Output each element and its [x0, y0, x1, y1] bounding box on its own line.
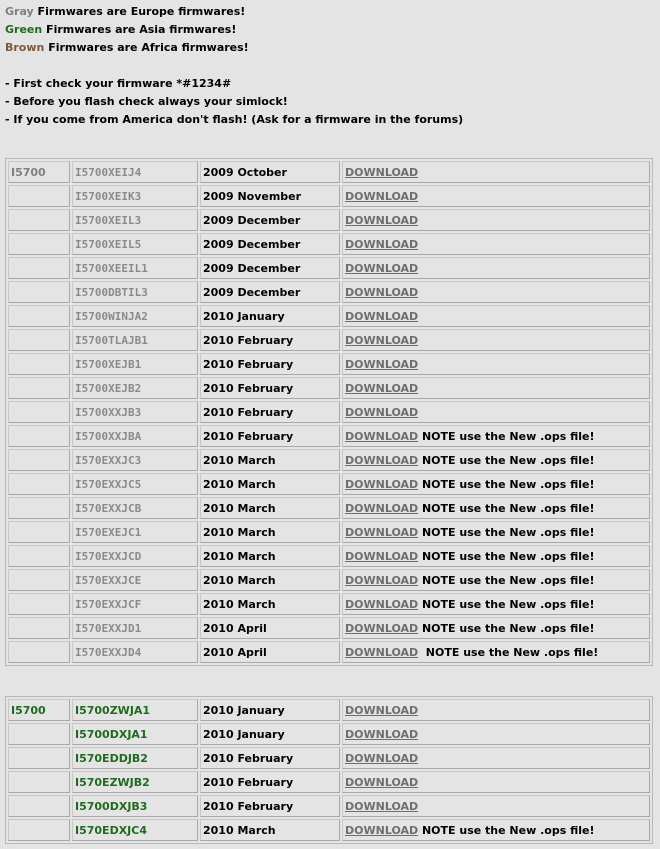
ops-note: NOTE use the New .ops file! — [418, 823, 595, 837]
firmware-code: I5700XEJB2 — [72, 377, 198, 399]
release-date: 2010 February — [200, 329, 340, 351]
table-row — [8, 425, 650, 447]
table-row — [8, 747, 650, 769]
download-cell — [342, 449, 650, 471]
model-cell — [8, 209, 70, 231]
download-link[interactable]: DOWNLOAD — [345, 525, 419, 539]
ops-note: NOTE use the New .ops file! — [418, 621, 595, 635]
release-date: 2010 January — [200, 305, 340, 327]
release-date: 2010 March — [200, 569, 340, 591]
firmware-code: I5700DBTIL3 — [72, 281, 198, 303]
table-row — [8, 617, 650, 639]
ops-note: NOTE use the New .ops file! — [418, 525, 595, 539]
table-row — [8, 545, 650, 567]
download-link[interactable]: DOWNLOAD — [345, 213, 419, 227]
download-cell — [342, 473, 650, 495]
download-cell — [342, 401, 650, 423]
firmware-code: I570EXXJC3 — [72, 449, 198, 471]
table-row — [8, 257, 650, 279]
release-date: 2010 March — [200, 545, 340, 567]
download-link[interactable]: DOWNLOAD — [345, 775, 419, 789]
release-date: 2010 March — [200, 593, 340, 615]
download-cell — [342, 723, 650, 745]
instructions — [5, 75, 463, 129]
table-row — [8, 185, 650, 207]
table-row — [8, 819, 650, 841]
release-date: 2010 February — [200, 425, 340, 447]
table-row — [8, 161, 650, 183]
ops-note: NOTE use the New .ops file! — [418, 645, 599, 659]
download-cell — [342, 353, 650, 375]
instruction-line: - If you come from America don't flash! (Ask for a firmware in the forums) — [5, 113, 464, 126]
release-date: 2010 February — [200, 747, 340, 769]
download-link[interactable]: DOWNLOAD — [345, 453, 419, 467]
download-link[interactable]: DOWNLOAD — [345, 799, 419, 813]
legend-asia — [5, 21, 249, 39]
model-cell — [8, 819, 70, 841]
download-cell — [342, 545, 650, 567]
ops-note: NOTE use the New .ops file! — [418, 453, 595, 467]
table-row — [8, 281, 650, 303]
download-link[interactable]: DOWNLOAD — [345, 405, 419, 419]
ops-note: NOTE use the New .ops file! — [418, 477, 595, 491]
download-link[interactable]: DOWNLOAD — [345, 165, 419, 179]
legend-word-brown: Brown — [5, 41, 45, 54]
firmware-code: I5700XXJB3 — [72, 401, 198, 423]
firmware-code: I570EXXJCD — [72, 545, 198, 567]
ops-note: NOTE use the New .ops file! — [418, 429, 595, 443]
legend-europe — [5, 3, 249, 21]
download-cell — [342, 521, 650, 543]
model-cell — [8, 747, 70, 769]
release-date: 2010 April — [200, 641, 340, 663]
table-row — [8, 497, 650, 519]
firmware-code: I570EXEJC1 — [72, 521, 198, 543]
download-cell — [342, 771, 650, 793]
table-row — [8, 569, 650, 591]
ops-note: NOTE use the New .ops file! — [418, 501, 595, 515]
firmware-code: I570EXXJCE — [72, 569, 198, 591]
release-date: 2010 February — [200, 401, 340, 423]
legend-word-gray: Gray — [5, 5, 34, 18]
download-cell — [342, 795, 650, 817]
firmware-code: I5700XEIK3 — [72, 185, 198, 207]
release-date: 2010 April — [200, 617, 340, 639]
download-cell — [342, 329, 650, 351]
firmware-code: I570EXXJC5 — [72, 473, 198, 495]
release-date: 2010 February — [200, 353, 340, 375]
download-link[interactable]: DOWNLOAD — [345, 573, 419, 587]
table-row — [8, 329, 650, 351]
model-cell — [8, 425, 70, 447]
download-cell — [342, 425, 650, 447]
ops-note: NOTE use the New .ops file! — [418, 549, 595, 563]
release-date: 2010 March — [200, 449, 340, 471]
download-cell — [342, 641, 650, 663]
firmware-code: I570EZWJB2 — [72, 771, 198, 793]
legend-text: Firmwares are Europe firmwares! — [33, 5, 246, 18]
model-cell — [8, 329, 70, 351]
download-cell — [342, 161, 650, 183]
download-link[interactable]: DOWNLOAD — [345, 189, 419, 203]
firmware-code: I5700XEJB1 — [72, 353, 198, 375]
model-cell — [8, 617, 70, 639]
release-date: 2010 February — [200, 377, 340, 399]
download-cell — [342, 593, 650, 615]
release-date: 2009 December — [200, 281, 340, 303]
download-cell — [342, 747, 650, 769]
download-link[interactable]: DOWNLOAD — [345, 309, 419, 323]
instruction-line: - Before you flash check always your simlock! — [5, 95, 288, 108]
release-date: 2010 February — [200, 795, 340, 817]
download-cell — [342, 305, 650, 327]
model-cell — [8, 569, 70, 591]
model-cell — [8, 281, 70, 303]
table-row — [8, 699, 650, 721]
download-link[interactable]: DOWNLOAD — [345, 597, 419, 611]
firmware-code: I5700TLAJB1 — [72, 329, 198, 351]
model-cell — [8, 353, 70, 375]
firmware-code: I5700DXJB3 — [72, 795, 198, 817]
model-cell — [8, 473, 70, 495]
firmware-code: I570EDXJC4 — [72, 819, 198, 841]
release-date: 2010 February — [200, 771, 340, 793]
table-row — [8, 233, 650, 255]
legend-text: Firmwares are Africa firmwares! — [44, 41, 249, 54]
table-row — [8, 771, 650, 793]
download-link[interactable]: DOWNLOAD — [345, 333, 419, 347]
download-link[interactable]: DOWNLOAD — [345, 501, 419, 515]
release-date: 2010 March — [200, 497, 340, 519]
model-cell — [8, 233, 70, 255]
table-row — [8, 521, 650, 543]
download-link[interactable]: DOWNLOAD — [345, 549, 419, 563]
download-cell — [342, 497, 650, 519]
firmware-code: I570EXXJCB — [72, 497, 198, 519]
table-row — [8, 473, 650, 495]
release-date: 2010 January — [200, 723, 340, 745]
release-date: 2009 December — [200, 257, 340, 279]
download-link[interactable]: DOWNLOAD — [345, 751, 419, 765]
region-legend — [5, 3, 249, 57]
firmware-code: I570EXXJD4 — [72, 641, 198, 663]
release-date: 2009 November — [200, 185, 340, 207]
model-cell — [8, 545, 70, 567]
model-cell — [8, 401, 70, 423]
table-row — [8, 795, 650, 817]
model-cell — [8, 593, 70, 615]
table-row — [8, 449, 650, 471]
legend-word-green: Green — [5, 23, 43, 36]
asia-firmware-table — [5, 696, 653, 844]
table-row — [8, 305, 650, 327]
download-link[interactable]: DOWNLOAD — [345, 261, 419, 275]
download-link[interactable]: DOWNLOAD — [345, 381, 419, 395]
model-cell — [8, 723, 70, 745]
model-cell — [8, 795, 70, 817]
download-cell — [342, 257, 650, 279]
download-link[interactable]: DOWNLOAD — [345, 285, 419, 299]
download-cell — [342, 209, 650, 231]
europe-firmware-table — [5, 158, 653, 666]
release-date: 2010 March — [200, 521, 340, 543]
firmware-code: I5700XXJBA — [72, 425, 198, 447]
download-cell — [342, 617, 650, 639]
release-date: 2009 December — [200, 233, 340, 255]
release-date: 2010 January — [200, 699, 340, 721]
table-row — [8, 401, 650, 423]
download-link[interactable]: DOWNLOAD — [345, 621, 419, 635]
model-cell: I5700 — [8, 699, 70, 721]
download-cell — [342, 819, 650, 841]
model-cell: I5700 — [8, 161, 70, 183]
table-row — [8, 641, 650, 663]
firmware-code: I5700ZWJA1 — [72, 699, 198, 721]
model-cell — [8, 497, 70, 519]
download-link[interactable]: DOWNLOAD — [345, 645, 419, 659]
download-link[interactable]: DOWNLOAD — [345, 477, 419, 491]
release-date: 2010 March — [200, 819, 340, 841]
firmware-code: I570EXXJCF — [72, 593, 198, 615]
table-row — [8, 593, 650, 615]
legend-africa — [5, 39, 249, 57]
model-cell — [8, 257, 70, 279]
firmware-code: I5700XEEIL1 — [72, 257, 198, 279]
ops-note: NOTE use the New .ops file! — [418, 573, 595, 587]
model-cell — [8, 377, 70, 399]
model-cell — [8, 641, 70, 663]
download-cell — [342, 569, 650, 591]
download-link[interactable]: DOWNLOAD — [345, 727, 419, 741]
release-date: 2010 March — [200, 473, 340, 495]
instruction-line: - First check your firmware *#1234# — [5, 77, 232, 90]
download-link[interactable]: DOWNLOAD — [345, 357, 419, 371]
firmware-code: I5700DXJA1 — [72, 723, 198, 745]
download-link[interactable]: DOWNLOAD — [345, 823, 419, 837]
model-cell — [8, 185, 70, 207]
model-cell — [8, 305, 70, 327]
release-date: 2009 October — [200, 161, 340, 183]
firmware-code: I5700XEIL3 — [72, 209, 198, 231]
download-cell — [342, 699, 650, 721]
model-cell — [8, 771, 70, 793]
download-cell — [342, 281, 650, 303]
table-row — [8, 353, 650, 375]
download-link[interactable]: DOWNLOAD — [345, 703, 419, 717]
firmware-code: I5700XEIL5 — [72, 233, 198, 255]
table-row — [8, 723, 650, 745]
firmware-code: I570EXXJD1 — [72, 617, 198, 639]
model-cell — [8, 449, 70, 471]
download-link[interactable]: DOWNLOAD — [345, 429, 419, 443]
ops-note: NOTE use the New .ops file! — [418, 597, 595, 611]
download-link[interactable]: DOWNLOAD — [345, 237, 419, 251]
table-row — [8, 377, 650, 399]
download-cell — [342, 185, 650, 207]
table-row — [8, 209, 650, 231]
legend-text: Firmwares are Asia firmwares! — [42, 23, 237, 36]
firmware-code: I5700XEIJ4 — [72, 161, 198, 183]
firmware-code: I5700WINJA2 — [72, 305, 198, 327]
release-date: 2009 December — [200, 209, 340, 231]
model-cell — [8, 521, 70, 543]
download-cell — [342, 377, 650, 399]
download-cell — [342, 233, 650, 255]
firmware-code: I570EDDJB2 — [72, 747, 198, 769]
